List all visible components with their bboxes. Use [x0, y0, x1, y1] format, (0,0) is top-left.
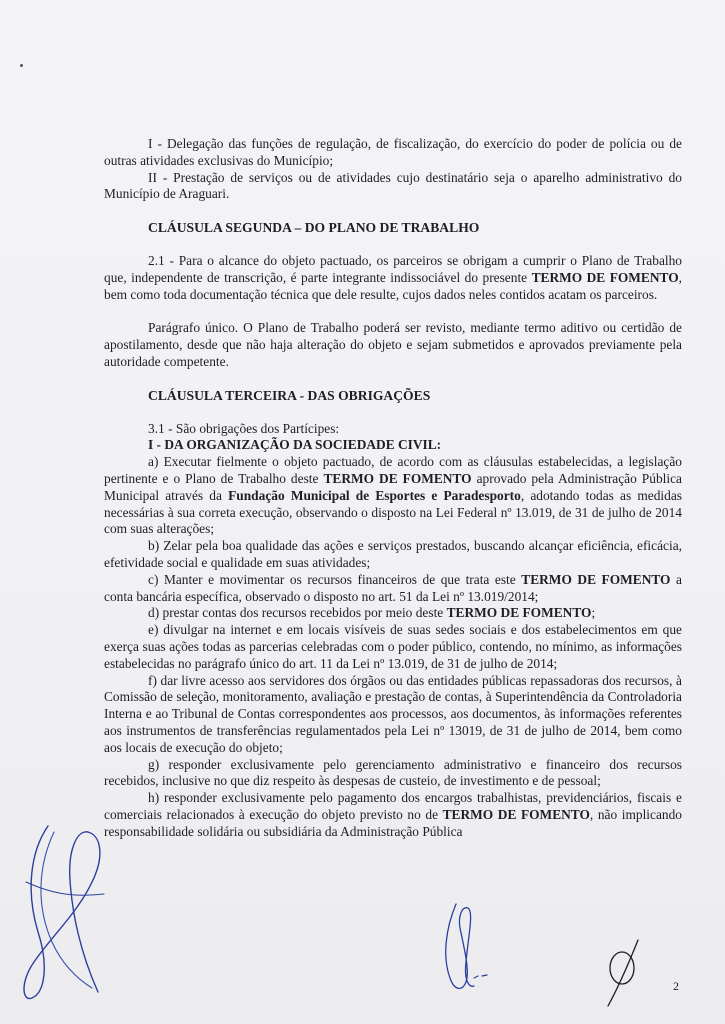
- section-i-heading: I - DA ORGANIZAÇÃO DA SOCIEDADE CIVIL:: [148, 437, 442, 453]
- signature-middle: [438, 898, 498, 998]
- signature-right: [598, 934, 652, 1010]
- document-body: [104, 136, 682, 840]
- page-number: 2: [673, 979, 679, 993]
- signature-left: [18, 822, 110, 1004]
- clause-3-1: 3.1 - São obrigações dos Partícipes:: [148, 420, 340, 436]
- clause-2-heading: CLÁUSULA SEGUNDA – DO PLANO DE TRABALHO: [148, 220, 480, 236]
- item-b: b) Zelar pela boa qualidade das ações e serviços prestados, buscando alcançar eficiência, eficácia, efetividade social e qualidade em suas atividades;: [104, 538, 682, 570]
- item-h: h) responder exclusivamente pelo pagamento dos encargos trabalhistas, previdenciários, fiscais e comerciais relacionados à execução do objeto previsto no de TERMO DE FOMENTO, não implicando responsabilidade solidária ou subsidiária da Administração Pública: [104, 790, 682, 839]
- item-f: f) dar livre acesso aos servidores dos órgãos ou das entidades públicas repassadoras dos recursos, à Comissão de seleção, monitoramento, avaliação e prestação de contas, à Superintendência da Controladoria Interna e ao Tribunal de Contas correspondentes aos processos, aos documentos, às informações referentes aos instrumentos de transferências regulamentados pela Lei nº 13019, de 31 de julho de 2014, bem como aos locais de execução do objeto;: [104, 672, 682, 755]
- item-i: I - Delegação das funções de regulação, de fiscalização, do exercício do poder de polícia ou de outras atividades exclusivas do Município;: [104, 136, 682, 168]
- clause-3-heading: CLÁUSULA TERCEIRA - DAS OBRIGAÇÕES: [148, 387, 431, 403]
- speck: [20, 64, 23, 67]
- paragrafo-unico: Parágrafo único. O Plano de Trabalho poderá ser revisto, mediante termo aditivo ou certidão de apostilamento, desde que não haja alteração do objeto e sejam submetidos e aprovados previamente pela autoridade competente.: [104, 320, 682, 369]
- clause-2-1: 2.1 - Para o alcance do objeto pactuado, os parceiros se obrigam a cumprir o Plano de Trabalho que, independente de transcrição, é parte integrante indissociável do presente TERMO DE FOMENTO, bem como toda documentação técnica que dele resulte, cujos dados neles contidos acatam os parceiros.: [104, 252, 682, 302]
- item-g: g) responder exclusivamente pelo gerenciamento administrativo e financeiro dos recursos recebidos, inclusive no que diz respeito às despesas de custeio, de investimento e de pessoal;: [104, 756, 682, 789]
- item-c: c) Manter e movimentar os recursos financeiros de que trata este TERMO DE FOMENTO a conta bancária específica, observado o disposto no art. 51 da Lei nº 13.019/2014;: [104, 571, 682, 604]
- item-e: e) divulgar na internet e em locais visíveis de suas sedes sociais e dos estabelecimentos em que exerça suas ações todas as parcerias celebradas com o poder público, contendo, no mínimo, as informações estabelecidas no parágrafo único do art. 11 da Lei nº 13.019, de 31 de julho de 2014;: [104, 622, 682, 671]
- item-d: d) prestar contas dos recursos recebidos por meio deste TERMO DE FOMENTO;: [148, 605, 596, 621]
- item-a: a) Executar fielmente o objeto pactuado, de acordo com as cláusulas estabelecidas, a legislação pertinente e o Plano de Trabalho deste TERMO DE FOMENTO aprovado pela Administração Pública Municipal através da Fundação Municipal de Esportes e Paradesporto, adotando todas as medidas necessárias à sua correta execução, observando o disposto na Lei Federal nº 13.019, de 31 de julho de 2014 com suas alterações;: [104, 454, 682, 537]
- item-ii: II - Prestação de serviços ou de atividades cujo destinatário seja o aparelho administrativo do Município de Araguari.: [104, 169, 682, 202]
